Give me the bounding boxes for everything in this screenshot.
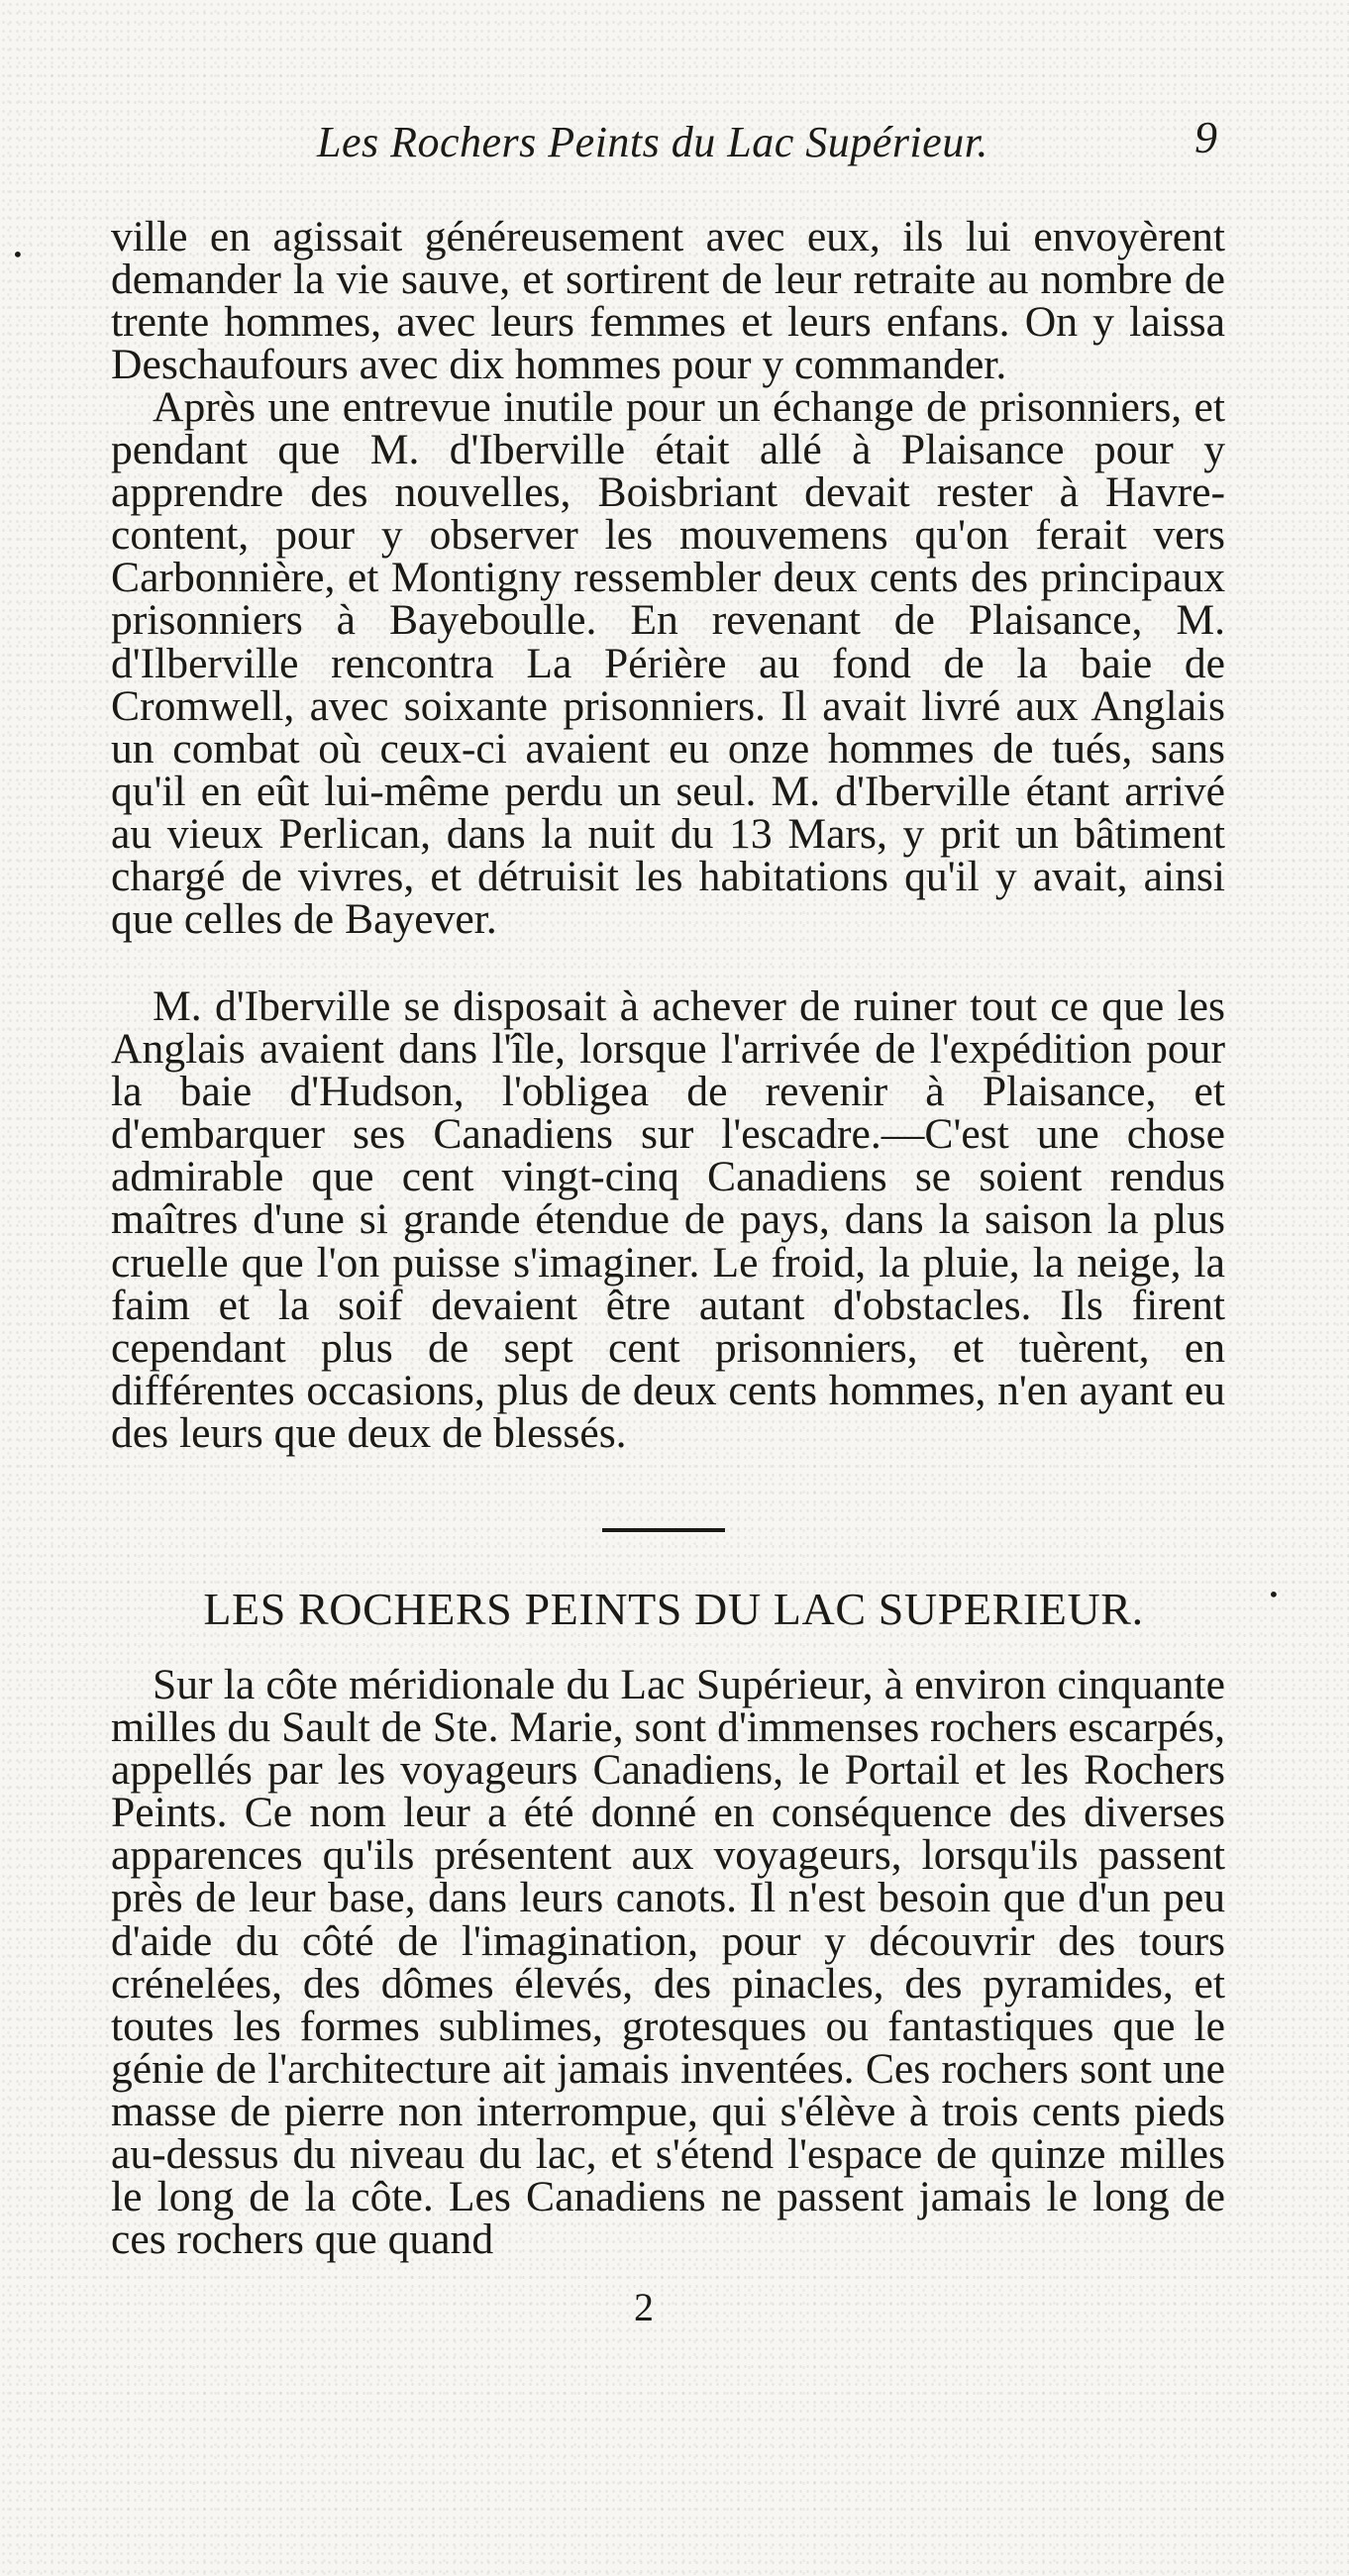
paragraph <box>111 982 1225 1457</box>
running-title: Les Rochers Peints du Lac Supérieur. <box>317 118 988 166</box>
paragraph <box>111 1661 1225 2264</box>
section-title: LES ROCHERS PEINTS DU LAC SUPERIEUR. <box>203 1584 1144 1634</box>
paragraph-continued <box>111 213 1225 389</box>
paragraph-text: Sur la côte méridionale du Lac Supérieur, à environ cinquante milles du Sault de Ste. Marie, sont d'immenses rochers escarpés, appellés par les voyageurs Canadiens, le Portail et les Rochers Peints. Ce nom leur a été donné en conséquence des diverses apparences qu'ils présentent aux voyageurs, lorsqu'ils passent près de leur base, dans leurs canots. Il n'est besoin que d'un peu d'aide du côté de l'imagination, pour y découvrir des tours crénelées, des dômes élevés, des pinacles, des pyramides, et toutes les formes sublimes, grotesques ou fantastiques que le génie de l'architecture ait jamais inventées. Ces rochers sont une masse de pierre non interrompue, qui s'élève à trois cents pieds au-dessus du niveau du lac, et s'étend l'espace de quinze milles le long de la côte. Les Canadiens ne passent jamais le long de ces rochers que quand <box>111 1661 1225 2264</box>
page-number: 9 <box>1194 112 1217 162</box>
margin-dot-mark: • <box>12 243 24 266</box>
paragraph-text: M. d'Iberville se disposait à achever de ruiner tout ce que les Anglais avaient dans l'île, lorsque l'arrivée de l'expédition pour la baie d'Hudson, l'obligea de revenir à Plaisance, et d'embarquer ses Canadiens sur l'escadre.—C'est une chose admirable que cent vingt-cinq Canadiens se soient rendus maîtres d'une si grande étendue de pays, dans la saison la plus cruelle que l'on puisse s'imaginer. Le froid, la pluie, la neige, la faim et la soif devaient être autant d'obstacles. Ils firent cependant plus de sept cent prisonniers, et tuèrent, en différentes occasions, plus de deux cents hommes, n'en ayant eu des leurs que deux de blessés. <box>111 982 1225 1457</box>
signature-mark: 2 <box>634 2285 654 2329</box>
margin-dot-mark: • <box>1268 1583 1280 1606</box>
paragraph <box>111 383 1225 944</box>
section-divider <box>602 1528 725 1532</box>
paragraph-text: Après une entrevue inutile pour un échange de prisonniers, et pendant que M. d'Iberville était allé à Plaisance pour y apprendre des nouvelles, Boisbriant devait rester à Havre-content, pour y observer les mouvemens qu'on ferait vers Carbonnière, et Montigny ressembler deux cents des principaux prisonniers à Bayeboulle. En revenant de Plaisance, M. d'Ilberville rencontra La Périère au fond de la baie de Cromwell, avec soixante prisonniers. Il avait livré aux Anglais un combat où ceux-ci avaient eu onze hommes de tués, sans qu'il en eût lui-même perdu un seul. M. d'Iberville étant arrivé au vieux Perlican, dans la nuit du 13 Mars, y prit un bâtiment chargé de vivres, et détruisit les habitations qu'il y avait, ainsi que celles de Bayever. <box>111 383 1225 944</box>
paragraph-text: ville en agissait généreusement avec eux, ils lui envoyèrent demander la vie sauve, et sortirent de leur retraite au nombre de trente hommes, avec leurs femmes et leurs enfans. On y laissa Deschaufours avec dix hommes pour y commander. <box>111 213 1225 389</box>
